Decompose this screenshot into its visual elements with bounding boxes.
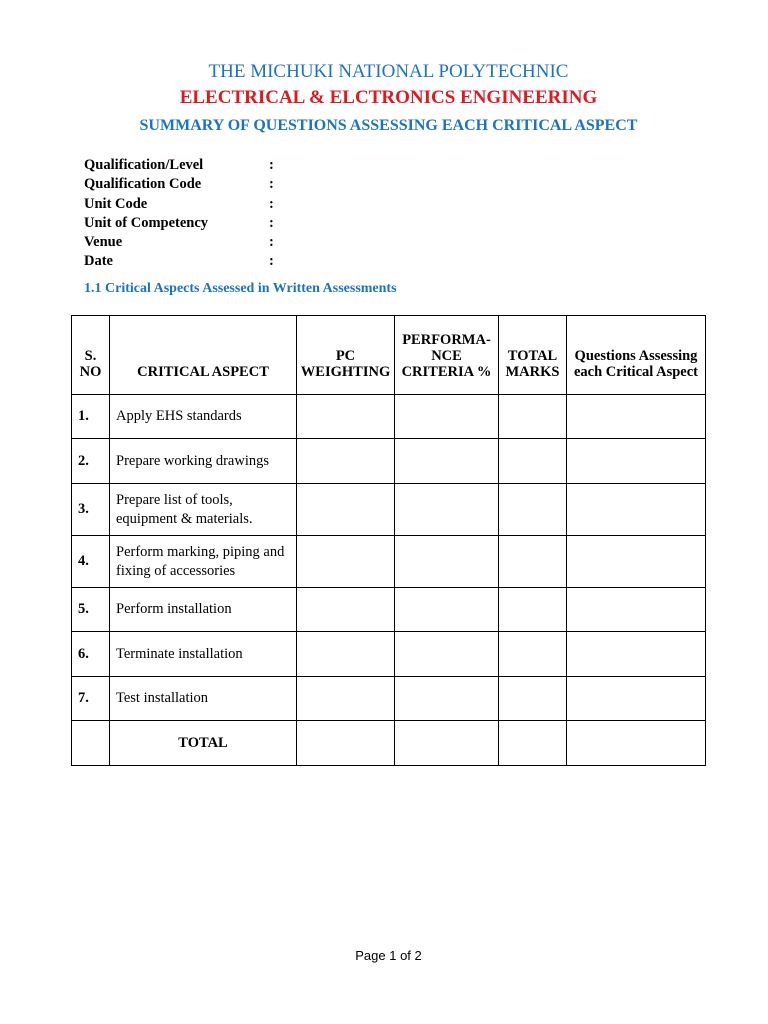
pc-weighting-cell[interactable] <box>297 588 395 632</box>
header-questions: Questions Assessing each Critical Aspect <box>567 316 706 395</box>
questions-cell[interactable] <box>567 632 706 677</box>
info-field-label: Unit Code <box>84 195 148 212</box>
header-performance-criteria: PERFORMA-NCE CRITERIA % <box>395 316 499 395</box>
info-fields <box>84 157 274 273</box>
questions-cell[interactable] <box>567 439 706 484</box>
critical-aspect-cell: Prepare list of tools, equipment & materials. <box>110 484 297 536</box>
total-questions-cell[interactable] <box>567 721 706 766</box>
header-sno: S. NO <box>72 316 110 395</box>
performance-criteria-cell[interactable] <box>395 536 499 588</box>
info-field <box>84 157 274 176</box>
row-number: 3. <box>72 484 110 536</box>
performance-criteria-cell[interactable] <box>395 439 499 484</box>
info-field-colon: : <box>269 253 274 270</box>
questions-cell[interactable] <box>567 677 706 721</box>
info-field <box>84 214 274 234</box>
section-heading: 1.1 Critical Aspects Assessed in Written Assessments <box>84 281 397 296</box>
header-critical-aspect: CRITICAL ASPECT <box>110 316 297 395</box>
pc-weighting-cell[interactable] <box>297 632 395 677</box>
total-marks-sum-cell[interactable] <box>499 721 567 766</box>
table-row <box>72 588 706 632</box>
table-row <box>72 439 706 484</box>
pc-weighting-cell[interactable] <box>297 677 395 721</box>
critical-aspect-cell: Test installation <box>110 677 297 721</box>
row-number: 5. <box>72 588 110 632</box>
total-marks-cell[interactable] <box>499 677 567 721</box>
total-marks-cell[interactable] <box>499 484 567 536</box>
pc-weighting-cell[interactable] <box>297 439 395 484</box>
critical-aspect-cell: Perform installation <box>110 588 297 632</box>
table-total-row <box>72 721 706 766</box>
pc-weighting-cell[interactable] <box>297 484 395 536</box>
performance-criteria-cell[interactable] <box>395 484 499 536</box>
performance-criteria-cell[interactable] <box>395 395 499 439</box>
row-number: 6. <box>72 632 110 677</box>
critical-aspect-cell: Terminate installation <box>110 632 297 677</box>
institution-title: THE MICHUKI NATIONAL POLYTECHNIC <box>208 61 569 82</box>
info-field-label: Qualification/Level <box>84 157 204 173</box>
total-sno-cell <box>72 721 110 766</box>
row-number: 2. <box>72 439 110 484</box>
info-field-label: Date <box>84 253 113 270</box>
pc-weighting-cell[interactable] <box>297 536 395 588</box>
critical-aspect-cell: Apply EHS standards <box>110 395 297 439</box>
info-field <box>84 234 274 253</box>
info-field-label: Venue <box>84 234 123 251</box>
critical-aspect-cell: Perform marking, piping and fixing of accessories <box>110 536 297 588</box>
critical-aspect-cell: Prepare working drawings <box>110 439 297 484</box>
info-field <box>84 176 274 195</box>
table-row <box>72 484 706 536</box>
info-field <box>84 253 274 272</box>
performance-criteria-cell[interactable] <box>395 677 499 721</box>
info-field-colon: : <box>269 214 274 231</box>
critical-aspects-table <box>71 315 706 766</box>
questions-cell[interactable] <box>567 588 706 632</box>
table-header-row <box>72 316 706 395</box>
table-row <box>72 536 706 588</box>
info-field-colon: : <box>269 157 274 173</box>
info-field-colon: : <box>269 195 274 212</box>
total-marks-cell[interactable] <box>499 632 567 677</box>
total-marks-cell[interactable] <box>499 395 567 439</box>
table-row <box>72 395 706 439</box>
table-row <box>72 677 706 721</box>
info-field-label: Unit of Competency <box>84 214 209 231</box>
info-field-colon: : <box>269 234 274 251</box>
header-total-marks: TOTAL MARKS <box>499 316 567 395</box>
info-field-colon: : <box>269 176 274 193</box>
info-field <box>84 195 274 215</box>
performance-criteria-cell[interactable] <box>395 588 499 632</box>
header-pc-weighting: PC WEIGHTING <box>297 316 395 395</box>
questions-cell[interactable] <box>567 395 706 439</box>
total-performance-cell[interactable] <box>395 721 499 766</box>
row-number: 7. <box>72 677 110 721</box>
page-number: Page 1 of 2 <box>355 948 422 963</box>
table-row <box>72 632 706 677</box>
total-label: TOTAL <box>110 721 297 766</box>
total-marks-cell[interactable] <box>499 536 567 588</box>
questions-cell[interactable] <box>567 536 706 588</box>
questions-cell[interactable] <box>567 484 706 536</box>
total-marks-cell[interactable] <box>499 439 567 484</box>
row-number: 1. <box>72 395 110 439</box>
info-field-label: Qualification Code <box>84 176 202 193</box>
total-marks-cell[interactable] <box>499 588 567 632</box>
pc-weighting-cell[interactable] <box>297 395 395 439</box>
performance-criteria-cell[interactable] <box>395 632 499 677</box>
department-title: ELECTRICAL & ELCTRONICS ENGINEERING <box>179 87 598 108</box>
total-pc-weighting-cell[interactable] <box>297 721 395 766</box>
document-subtitle: SUMMARY OF QUESTIONS ASSESSING EACH CRITICAL ASPECT <box>139 117 638 134</box>
row-number: 4. <box>72 536 110 588</box>
